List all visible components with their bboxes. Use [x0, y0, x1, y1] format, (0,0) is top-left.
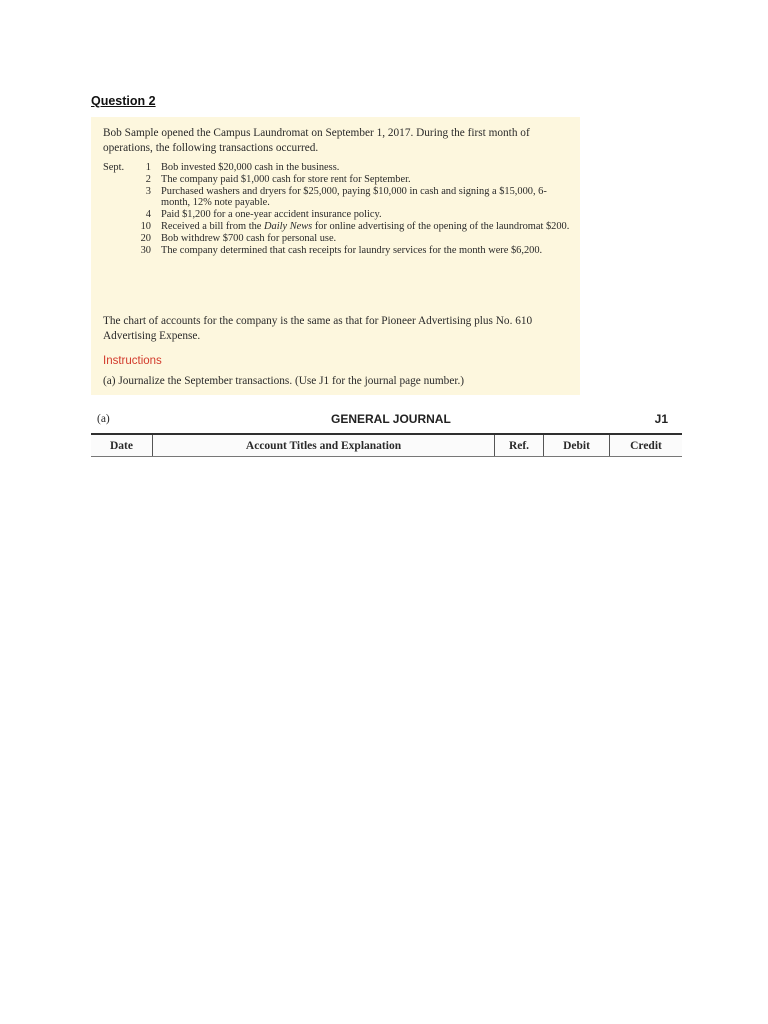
transaction-text: Purchased washers and dryers for $25,000, paying $10,000 in cash and signing a $15,000, 6-month, 12% note payable.	[161, 185, 547, 209]
column-header-account: Account Titles and Explanation	[153, 435, 495, 456]
transaction-day: 1	[145, 162, 151, 173]
transaction-row	[103, 186, 573, 210]
transaction-month	[103, 245, 131, 257]
transaction-day: 30	[140, 244, 151, 256]
transaction-text: Bob invested $20,000 cash in the business.	[161, 162, 340, 173]
column-header-date: Date	[91, 435, 153, 456]
journal-header	[91, 407, 682, 433]
journal-page-number: J1	[654, 412, 668, 426]
problem-intro: Bob Sample opened the Campus Laundromat on September 1, 2017. During the first month of operations, the following transactions occurred.	[103, 127, 530, 154]
transaction-text: Bob withdrew $700 cash for personal use.	[161, 232, 337, 244]
transaction-day: 4	[145, 209, 151, 221]
transaction-month	[103, 209, 131, 221]
question-heading: Question 2	[91, 94, 156, 108]
transaction-list	[103, 162, 573, 256]
transaction-month	[103, 186, 131, 210]
instructions-heading: Instructions	[103, 355, 162, 367]
problem-panel	[91, 117, 580, 395]
column-header-credit: Credit	[630, 439, 662, 452]
transaction-text: The company determined that cash receipts for laundry services for the month were $6,200.	[161, 244, 543, 256]
transaction-text-after: for online advertising of the opening of the laundromat $200.	[312, 220, 570, 232]
transaction-row	[103, 245, 573, 257]
column-header-ref: Ref.	[495, 435, 544, 456]
transaction-day: 10	[140, 220, 151, 232]
transaction-month	[103, 221, 131, 233]
transaction-month	[103, 174, 131, 186]
transaction-text	[161, 221, 573, 233]
journal-column-headers	[91, 433, 682, 457]
transaction-row	[103, 221, 573, 233]
transaction-month	[103, 233, 131, 245]
transaction-row	[103, 162, 573, 174]
column-header-debit: Debit	[544, 435, 610, 456]
newspaper-name: Daily News	[264, 220, 313, 232]
transaction-text-before: Received a bill from the	[161, 220, 265, 232]
journal-part-label: (a)	[97, 413, 110, 425]
transaction-day: 2	[145, 173, 151, 185]
transaction-row	[103, 209, 573, 221]
transaction-text: Paid $1,200 for a one-year accident insurance policy.	[161, 209, 382, 221]
transaction-day: 20	[140, 232, 151, 244]
transaction-row	[103, 233, 573, 245]
journal-title: GENERAL JOURNAL	[331, 412, 451, 426]
chart-of-accounts-note: The chart of accounts for the company is the same as that for Pioneer Advertising plus No. 610 Advertising Expense.	[103, 315, 533, 342]
transaction-text: The company paid $1,000 cash for store rent for September.	[161, 173, 411, 185]
transaction-day: 3	[145, 185, 151, 197]
transaction-month: Sept.	[103, 162, 125, 173]
transaction-row	[103, 174, 573, 186]
instructions-text: (a) Journalize the September transactions. (Use J1 for the journal page number.)	[103, 375, 465, 387]
